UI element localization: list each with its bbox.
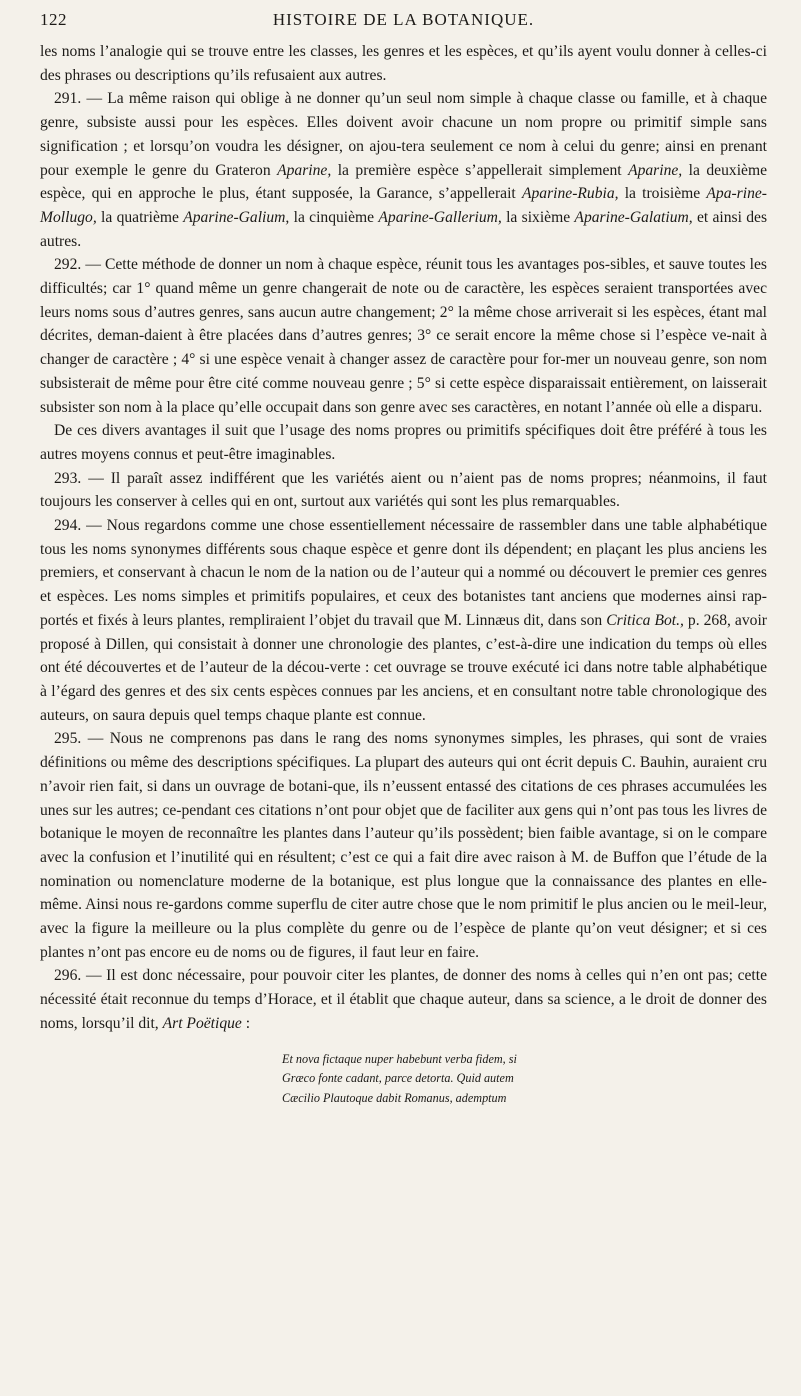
paragraph-p293 xyxy=(40,467,767,514)
italic-term: Aparine-Galatium, xyxy=(574,208,693,226)
verse-line: Et nova fictaque nuper habebunt verba fidem, si xyxy=(282,1051,517,1066)
text-run: 292. — Cette méthode de donner un nom à chaque espèce, réunit tous les avantages pos-sibles, et sauve toutes les difficultés; car 1° quand même un genre changerait de note ou de caractère, les espèces seraient transportées avec leurs noms sous d’autres genres, sans aucun autre changement; 2° la même chose arriverait si les espèces, étant mal décrites, deman-daient à être placées dans d’autres genres; 3° ce serait encore la même chose si l’espèce ve-nait à changer de caractère ; 4° si une espèce venait à changer assez de caractère pour for-mer un nouveau genre, son nom subsisterait de même pour être cité comme nouveau genre ; 5° si cette espèce disparaissait entièrement, on laisserait subsister son nom à la place qu’elle occupait dans son genre avec ses caractères, en notant l’année où elle a disparu. xyxy=(40,256,767,416)
text-run: 296. — Il est donc nécessaire, pour pouvoir citer les plantes, de donner des noms à celles qui n’en ont pas; cette nécessité était reconnue du temps d’Horace, et il établit que chaque auteur, dans sa science, a le droit de donner des noms, lorsqu’il dit, xyxy=(40,967,767,1032)
italic-term: Aparine, xyxy=(277,161,332,179)
running-title: HISTOIRE DE LA BOTANIQUE. xyxy=(272,10,535,29)
paragraph-p294 xyxy=(40,514,767,727)
text-run: la sixième xyxy=(501,208,575,226)
paragraph-p0 xyxy=(40,40,767,87)
text-run: De ces divers avantages il suit que l’usage des noms propres ou primitifs spécifiques doit être préféré à tous les autres moyens connus et peut-être imaginables. xyxy=(40,422,767,463)
paragraph-p296 xyxy=(40,964,767,1035)
verse-line: Cæcilio Plautoque dabit Romanus, ademptum xyxy=(282,1091,507,1106)
italic-term: Apa-rine-Mollugo, xyxy=(40,185,767,226)
page-number: 122 xyxy=(40,10,67,29)
verse-line: Græco fonte cadant, parce detorta. Quid autem xyxy=(282,1071,514,1086)
text-run: la troisième xyxy=(618,185,707,203)
text-run: la quatrième xyxy=(96,208,184,226)
text-run: 294. — Nous regardons comme une chose essentiellement nécessaire de rassembler dans une table alphabétique tous les noms synonymes différents sous chaque espèce et genre dont ils dépendent; en plaçant les plus anciens les premiers, et conservant à chacun le nom de la nation ou de l’auteur qui a nommé ou découvert le premier ces genres et espèces. Les noms simples et primitifs populaires, et ceux des botanistes tant anciens que modernes ainsi rap-portés et fixés à leurs plantes, rempliraient l’objet du travail que M. Linnæus dit, dans son xyxy=(40,517,767,629)
text-run: la deuxième espèce, qui en approche le plus, étant supposée, la Garance, s’appellerait xyxy=(40,161,768,203)
italic-term: Aparine-Galium, xyxy=(183,208,290,226)
italic-term: Aparine, xyxy=(628,161,683,179)
text-run: la cinquième xyxy=(289,208,379,226)
italic-term: Aparine-Rubia, xyxy=(521,185,619,203)
text-run: 291. — La même raison qui oblige à ne donner qu’un seul nom simple à chaque classe ou famille, et à chaque genre, subsiste aussi pour les espèces. Elles doivent avoir chacune un nom propre ou primitif simple sans signification ; et lorsqu’on voudra les désigner, on ajou-tera seulement ce nom à celui du genre; ainsi en prenant pour exemple le genre du Grateron xyxy=(40,90,767,179)
text-run: p. 268, avoir proposé à Dillen, qui consistait à donner une chronologie des plantes, c’est-à-dire une indication du temps où elles ont été découvertes et de l’auteur de la décou-verte : cet ouvrage se trouve exécuté ici dans notre table alphabétique à l’égard des genres et des six cents espèces connues par les anciens, et en consultant notre table chronologique des auteurs, on saura depuis quel temps chaque plante est connue. xyxy=(40,611,767,724)
italic-term: Critica Bot., xyxy=(606,611,684,629)
italic-term: Aparine-Gallerium, xyxy=(378,208,502,226)
paragraph-p292 xyxy=(40,253,767,419)
text-run: 293. — Il paraît assez indifférent que les variétés aient ou n’aient pas de noms propres; néanmoins, il faut toujours les conserver à celles qui en ont, surtout aux variétés qui sont les plus remarquables. xyxy=(40,469,767,511)
text-run: les noms l’analogie qui se trouve entre les classes, les genres et les espèces, et qu’ils ayent voulu donner à celles-ci des phrases ou descriptions qu’ils refusaient aux autres. xyxy=(40,43,767,84)
italic-term: Art Poëtique xyxy=(162,1014,242,1032)
paragraph-p291 xyxy=(40,87,767,253)
text-run: 295. — Nous ne comprenons pas dans le rang des noms synonymes simples, les phrases, qui sont de vraies définitions ou même des descriptions spécifiques. La plupart des auteurs qui ont écrit depuis C. Bauhin, auraient cru n’avoir rien fait, si dans un ouvrage de botani-que, ils n’eussent entassé des citations de ces phrases accumulées les unes sur les autres; ce-pendant ces citations n’ont pour objet que de faciliter aux gens qui n’ont pas tous les livres de botanique le moyen de reconnaître les plantes dans l’auteur qu’ils possèdent; bien faible avantage, si on le compare avec la confusion et l’inutilité qui en résultent; c’est ce qui a fait dire avec raison à M. de Buffon que l’étude de la nomination ou nomenclature moderne de la botanique, est plus longue que la connaissance des plantes en elle-même. Ainsi nous re-gardons comme superflu de citer autre chose que le nom primitif le plus ancien ou le meil-leur, avec la figure la meilleure ou la plus complète du genre ou de l’espèce de plante qu’on veut désigner; et si ces plantes n’ont pas encore eu de noms ou de figures, il faut leur en faire. xyxy=(40,730,767,961)
paragraph-p292b xyxy=(40,419,767,466)
body-text xyxy=(40,40,767,1036)
latin-quotation xyxy=(40,1050,767,1109)
text-run: : xyxy=(241,1014,251,1032)
paragraph-p295 xyxy=(40,727,767,964)
text-run: la première espèce s’appellerait simplement xyxy=(331,161,629,179)
text-run: et ainsi des autres. xyxy=(40,208,768,250)
page-header xyxy=(40,10,767,40)
